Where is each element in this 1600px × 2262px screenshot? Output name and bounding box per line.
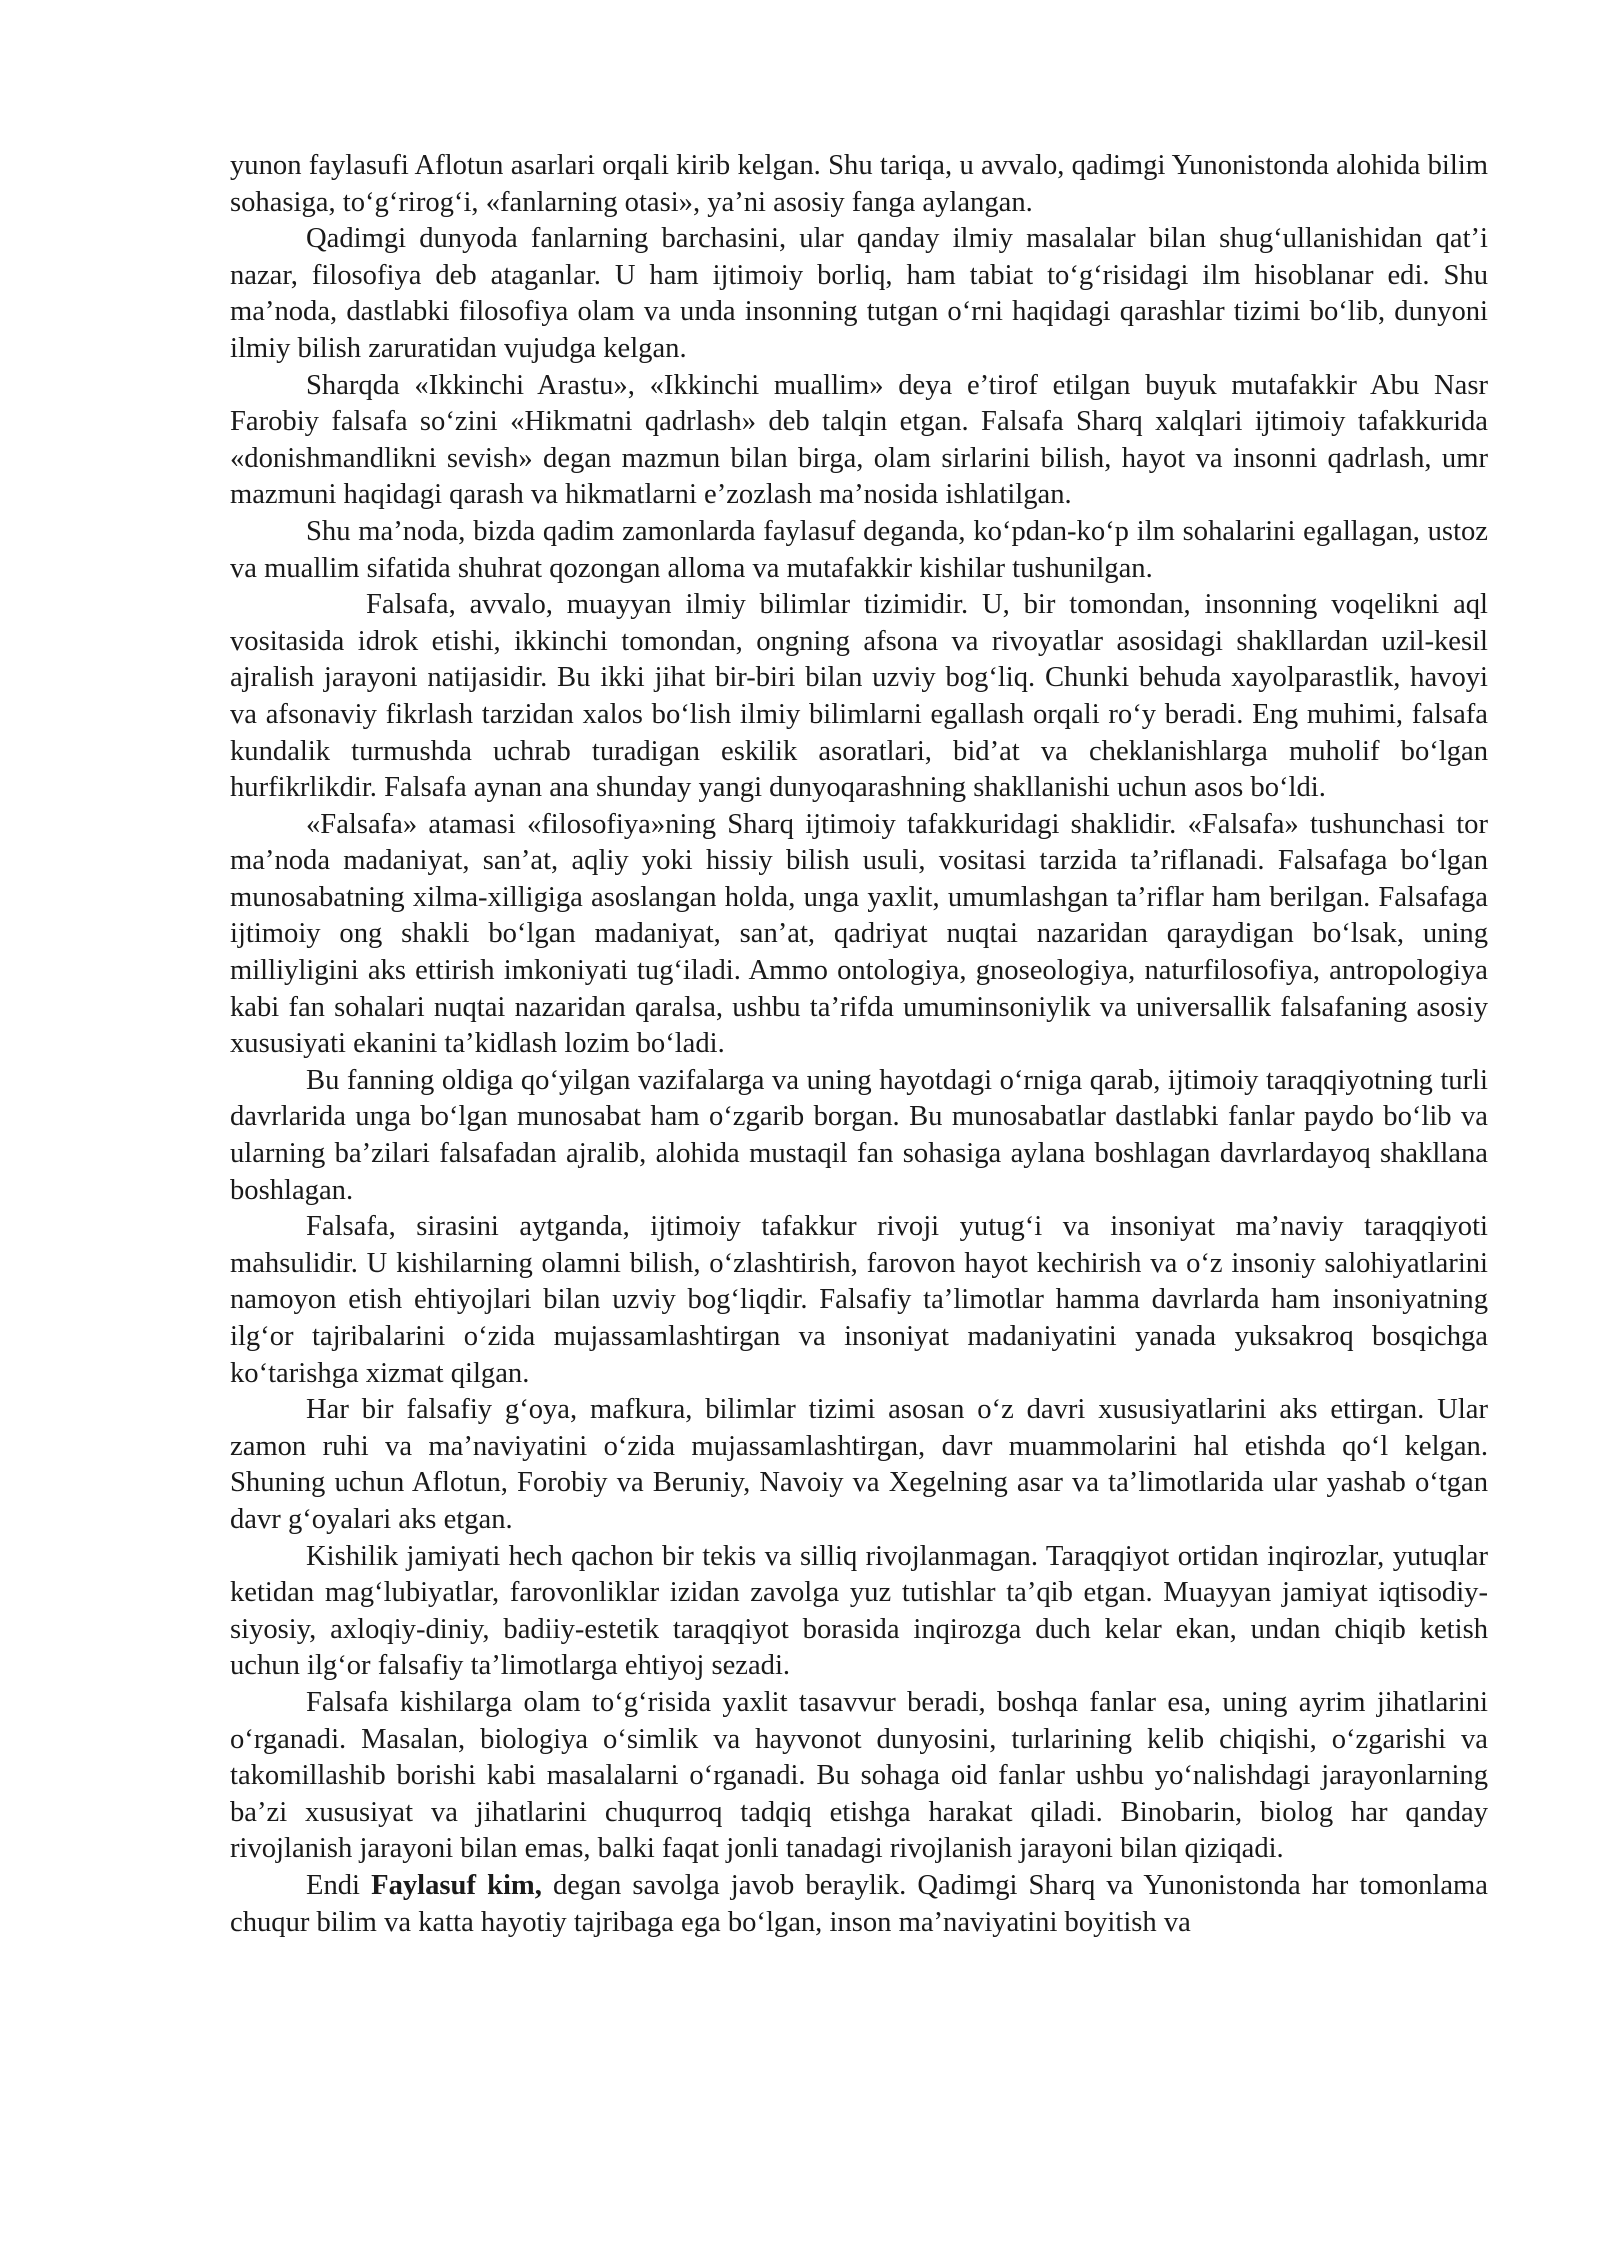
paragraph-9: Har bir falsafiy g‘oya, mafkura, bilimlar tizimi asosan o‘z davri xususiyatlarini aks ettirgan. Ular zamon ruhi va ma’naviyatini o‘zida mujassamlashtirgan, davr muammolarini hal etishda qo‘l kelgan. Shuning uchun Aflotun, Forobiy va Beruniy, Navoiy va Xegelning asar va ta’limotlarida ular yashab o‘tgan davr g‘oyalari aks etgan. xyxy=(230,1394,1488,1535)
paragraph-2: Qadimgi dunyoda fanlarning barchasini, ular qanday ilmiy masalalar bilan shug‘ullanishidan qat’i nazar, filosofiya deb ataganlar. U ham ijtimoiy borliq, ham tabiat to‘g‘risidagi ilm hisoblanar edi. Shu ma’noda, dastlabki filosofiya olam va unda insonning tutgan o‘rni haqidagi qarashlar tizimi bo‘lib, dunyoni ilmiy bilish zaruratidan vujudga kelgan. xyxy=(230,223,1488,364)
paragraph-10: Kishilik jamiyati hech qachon bir tekis va silliq rivojlanmagan. Taraqqiyot ortidan inqirozlar, yutuqlar ketidan mag‘lubiyatlar, farovonliklar izidan zavolga yuz tutishlar ta’qib etgan. Muayyan jamiyat iqtisodiy-siyosiy, axloqiy-diniy, badiiy-estetik taraqqiyot borasida inqirozga duch kelar ekan, undan chiqib ketish uchun ilg‘or falsafiy ta’limotlarga ehtiyoj sezadi. xyxy=(230,1540,1488,1682)
paragraph-12-lead: Endi xyxy=(306,1869,372,1901)
paragraph-1: yunon faylasufi Aflotun asarlari orqali kirib kelgan. Shu tariqa, u avvalo, qadimgi Yunonistonda alohida bilim sohasiga, to‘g‘rirog‘i, «fanlarning otasi», ya’ni asosiy fanga aylangan. xyxy=(230,150,1488,218)
paragraph-11: Falsafa kishilarga olam to‘g‘risida yaxlit tasavvur beradi, boshqa fanlar esa, uning ayrim jihatlarini o‘rganadi. Masalan, biologiya o‘simlik va hayvonot dunyosini, turlarining kelib chiqishi, o‘zgarishi va takomillashib borishi kabi masalalarni o‘rganadi. Bu sohaga oid fanlar ushbu yo‘nalishdagi jarayonlarning ba’zi xususiyat va jihatlarini chuqurroq tadqiq etishga harakat qiladi. Binobarin, biolog har qanday rivojlanish jarayoni bilan emas, balki faqat jonli tanadagi rivojlanish jarayoni bilan qiziqadi. xyxy=(230,1686,1488,1865)
paragraph-4: Shu ma’noda, bizda qadim zamonlarda faylasuf deganda, ko‘pdan-ko‘p ilm sohalarini egallagan, ustoz va muallim sifatida shuhrat qozongan alloma va mutafakkir kishilar tushunilgan. xyxy=(230,515,1488,584)
paragraph-7: Bu fanning oldiga qo‘yilgan vazifalarga va uning hayotdagi o‘rniga qarab, ijtimoiy taraqqiyotning turli davrlarida unga bo‘lgan munosabat ham o‘zgarib borgan. Bu munosabatlar dastlabki fanlar paydo bo‘lib va ularning ba’zilari falsafadan ajralib, alohida mustaqil fan sohasiga aylana boshlagan davrlardayoq shakllana boshlagan. xyxy=(230,1064,1488,1206)
paragraph-8: Falsafa, sirasini aytganda, ijtimoiy tafakkur rivoji yutug‘i va insoniyat ma’naviy taraqqiyoti mahsulidir. U kishilarning olamni bilish, o‘zlashtirish, farovon hayot kechirish va o‘z insoniy salohiyatlarini namoyon etish ehtiyojlari bilan uzviy bog‘liqdir. Falsafiy ta’limotlar hamma davrlarda ham insoniyatning ilg‘or tajribalarini o‘zida mujassamlashtirgan va insoniyat madaniyatini yanada yuksakroq bosqichga ko‘tarishga xizmat qilgan. xyxy=(230,1211,1488,1389)
paragraph-12-bold-term: Faylasuf kim, xyxy=(371,1869,542,1901)
paragraph-3: Sharqda «Ikkinchi Arastu», «Ikkinchi muallim» deya e’tirof etilgan buyuk mutafakkir Abu Nasr Farobiy falsafa so‘zini «Hikmatni qadrlash» deb talqin etgan. Falsafa Sharq xalqlari ijtimoiy tafakkurida «donishmandlikni sevish» degan mazmun bilan birga, olam sirlarini bilish, hayot va insonni qadrlash, umr mazmuni haqidagi qarash va hikmatlarni e’zozlash ma’nosida ishlatilgan. xyxy=(230,369,1488,511)
paragraph-6: «Falsafa» atamasi «filosofiya»ning Sharq ijtimoiy tafakkuridagi shaklidir. «Falsafa» tushunchasi tor ma’noda madaniyat, san’at, aqliy yoki hissiy bilish usuli, vositasi tarzida ta’riflanadi. Falsafaga bo‘lgan munosabatning xilma-xilligiga asoslangan holda, unga yaxlit, umumlashgan ta’riflar ham berilgan. Falsafaga ijtimoiy ong shakli bo‘lgan madaniyat, san’at, qadriyat nuqtai nazaridan qaraydigan bo‘lsak, uning milliyligini aks ettirish imkoniyati tug‘iladi. Ammo ontologiya, gnoseologiya, naturfilosofiya, antropologiya kabi fan sohalari nuqtai nazaridan qaralsa, ushbu ta’rifda umuminsoniylik va universallik falsafaning asosiy xususiyati ekanini ta’kidlash lozim bo‘ladi. xyxy=(230,808,1488,1060)
paragraph-12 xyxy=(230,1868,1488,1941)
document-page xyxy=(230,148,1488,1941)
paragraph-5: Falsafa, avvalo, muayyan ilmiy bilimlar tizimidir. U, bir tomondan, insonning voqelikni aql vositasida idrok etishi, ikkinchi tomondan, ongning afsona va rivoyatlar asosidagi shakllardan uzil-kesil ajralish jarayoni natijasidir. Bu ikki jihat bir-biri bilan uzviy bog‘liq. Chunki behuda xayolparastlik, havoyi va afsonaviy fikrlash tarzidan xalos bo‘lish ilmiy bilimlarni egallash orqali ro‘y beradi. Eng muhimi, falsafa kundalik turmushda uchrab turadigan eskilik asoratlari, bid’at va cheklanishlarga muholif bo‘lgan hurfikrlikdir. Falsafa aynan ana shunday yangi dunyoqarashning shakllanishi uchun asos bo‘ldi. xyxy=(230,589,1488,804)
paragraph-12-rest: degan savolga javob beraylik. Qadimgi Sharq va Yunonistonda har tomonlama chuqur bilim va katta hayotiy tajribaga ega bo‘lgan, inson ma’naviyatini boyitish va xyxy=(230,1869,1488,1938)
